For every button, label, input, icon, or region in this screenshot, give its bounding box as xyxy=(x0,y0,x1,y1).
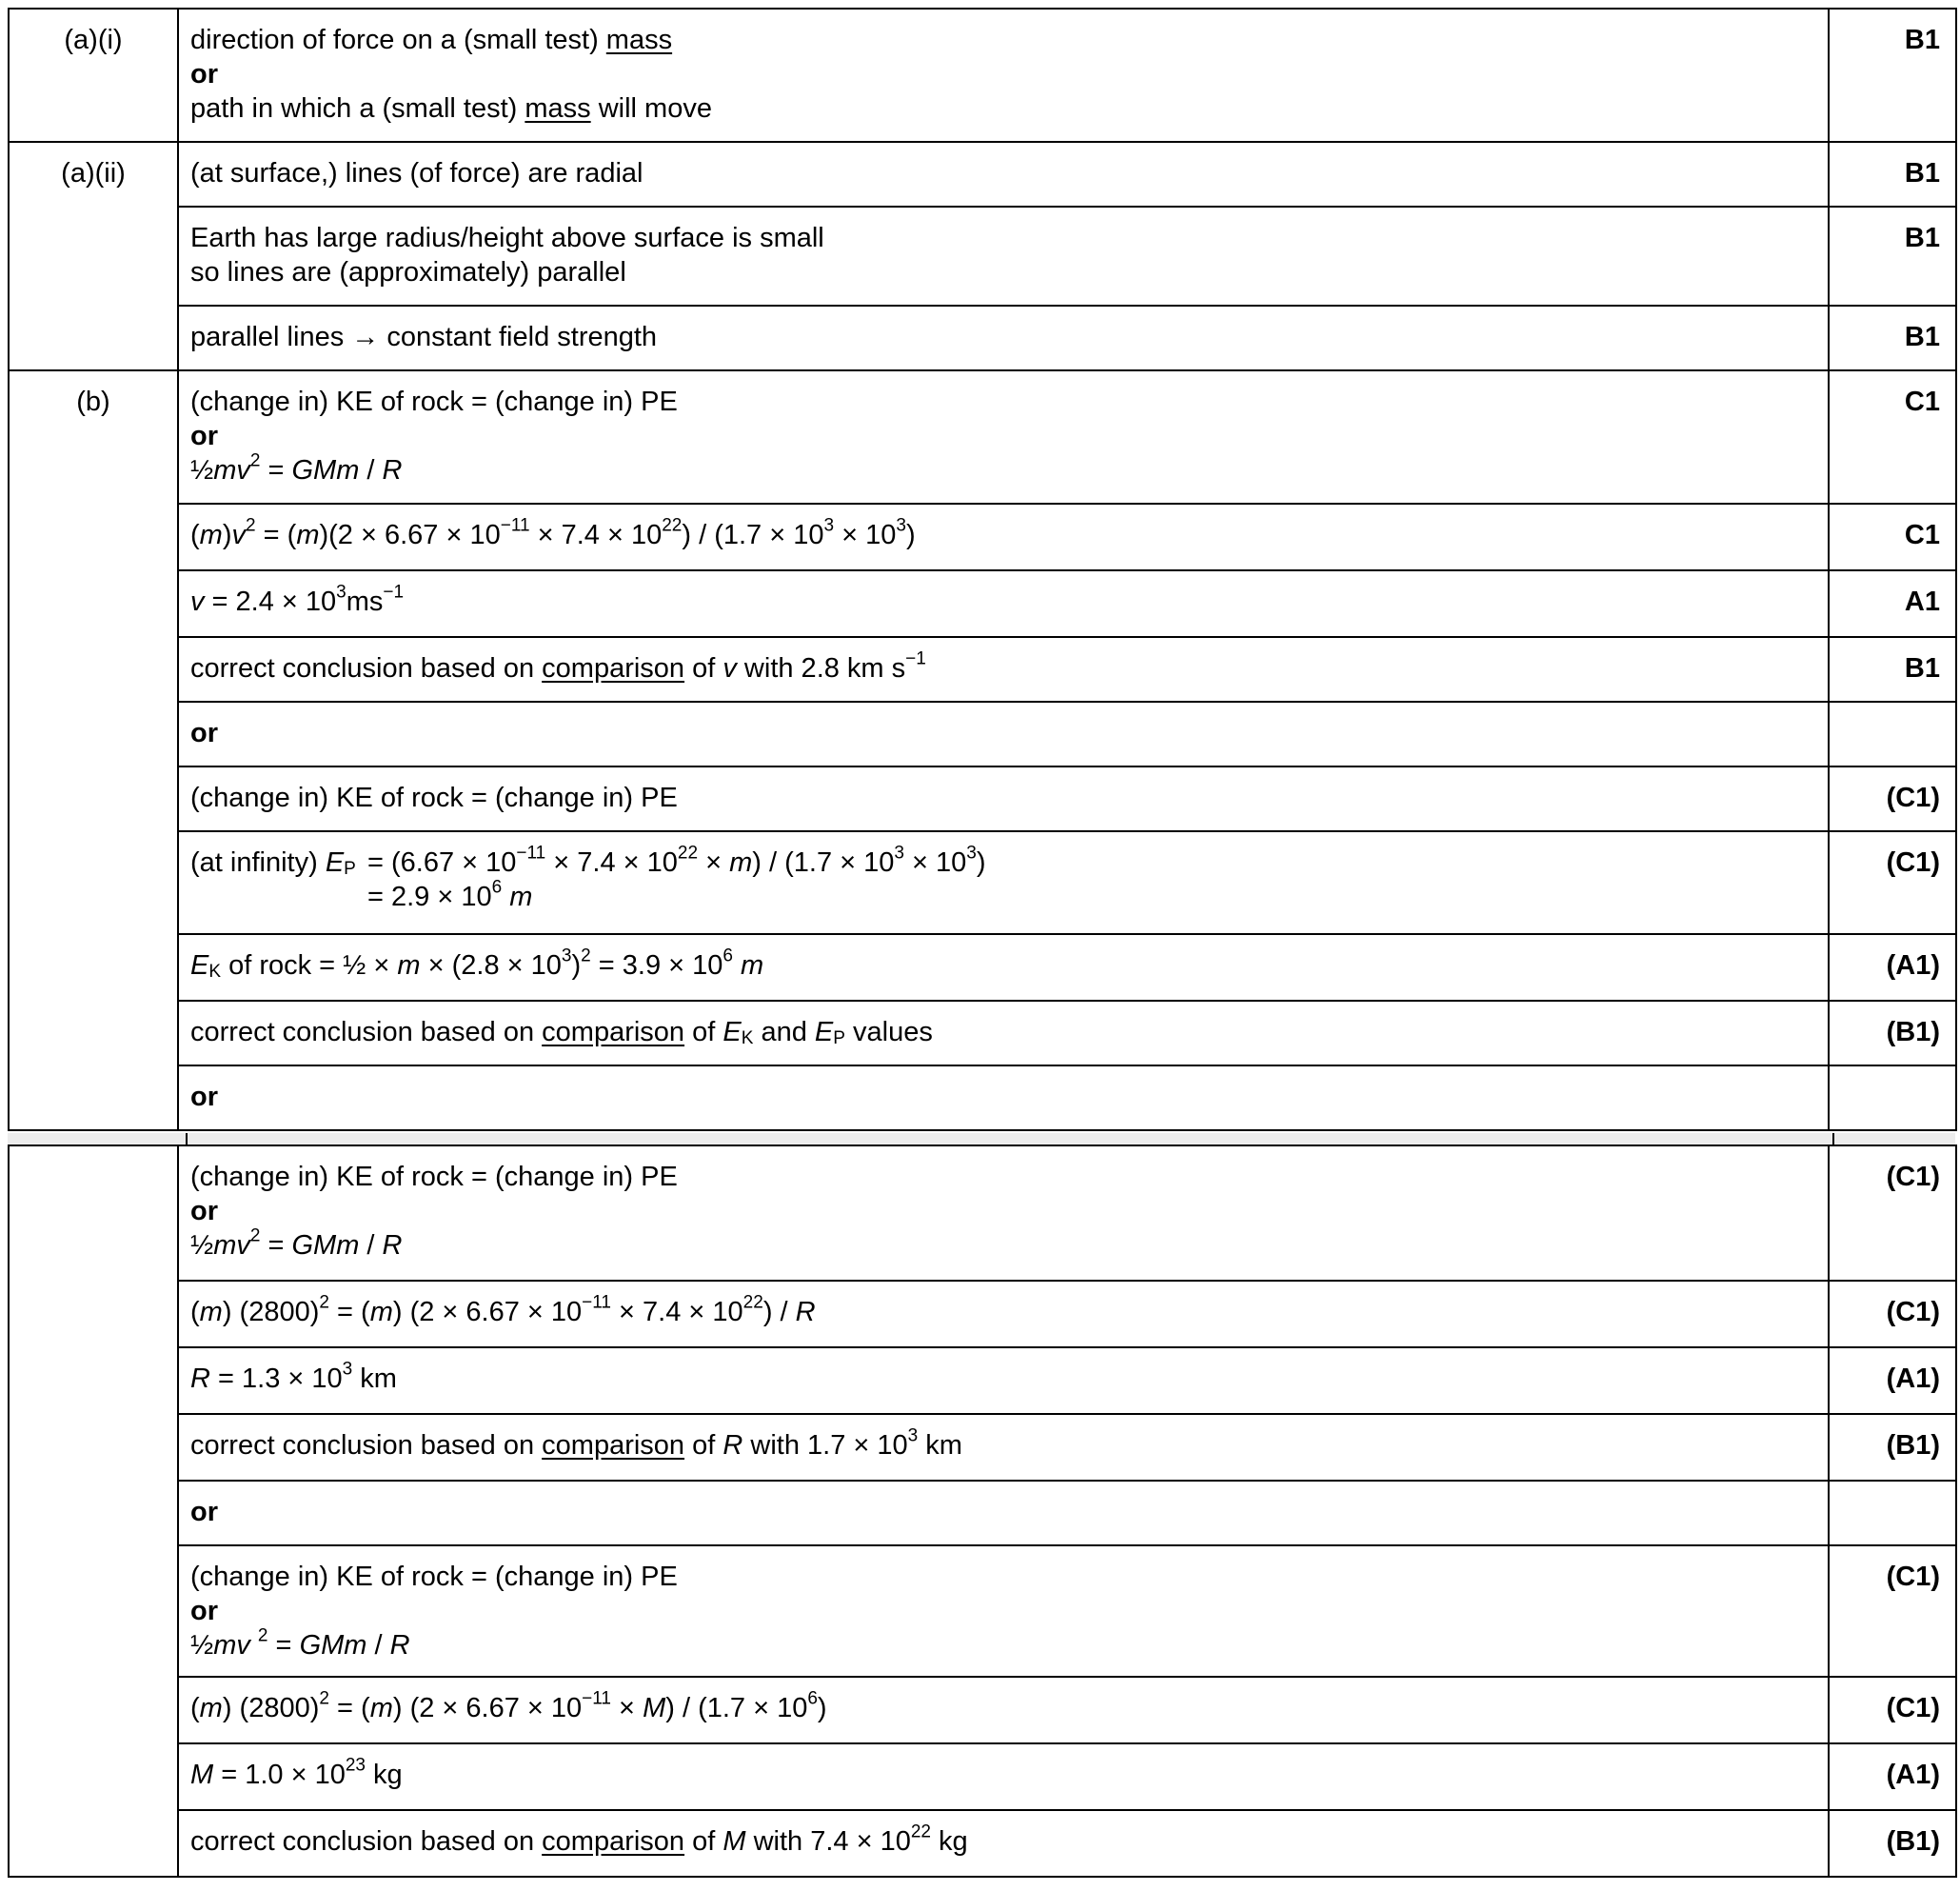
mark-cell: (C1) xyxy=(1829,1545,1956,1677)
mark-cell: (B1) xyxy=(1829,1810,1956,1877)
row-b-4 xyxy=(9,637,1956,702)
row-b-10 xyxy=(9,1065,1956,1130)
mark-scheme-table-part-1 xyxy=(8,8,1957,1131)
row-b-2 xyxy=(9,504,1956,570)
answer-cell: Earth has large radius/height above surface is small so lines are (approximately) parallel xyxy=(178,207,1829,306)
answer-cell: (m) $(2800)^2 = (m) (2 \times 6.67 \times 10^{-11} \times M) / (1.7 \times 10^6)$ xyxy=(178,1677,1829,1743)
mark-cell: B1 xyxy=(1829,142,1956,207)
question-number: (a)(ii) xyxy=(9,142,178,370)
answer-cell: (at infinity) $E_P = (6.67 \times 10^{-11} \times 7.4 \times 10^{22} \times m) / (1.7 \times 10^3 \times 10^3)$ = $2.9 \times 10^6$ m xyxy=(178,831,1829,934)
row-b-6 xyxy=(9,766,1956,831)
mark-cell: A1 xyxy=(1829,570,1956,637)
answer-cell: direction of force on a (small test) mass or path in which a (small test) mass will move xyxy=(178,9,1829,142)
row-c-8 xyxy=(9,1743,1956,1810)
row-a-ii-2 xyxy=(9,207,1956,306)
mark-cell: (B1) xyxy=(1829,1414,1956,1481)
mark-cell: (A1) xyxy=(1829,934,1956,1001)
mark-cell: (C1) xyxy=(1829,831,1956,934)
answer-cell: $R = 1.3 \times 10^3$ km xyxy=(178,1347,1829,1414)
mark-cell: (B1) xyxy=(1829,1001,1956,1065)
row-a-ii-1 xyxy=(9,142,1956,207)
mark-cell: (A1) xyxy=(1829,1347,1956,1414)
mark-cell: B1 xyxy=(1829,207,1956,306)
answer-cell: $E_K$ of rock = ½ × $m \times (2.8 \times 10^3)^2 = 3.9 \times 10^6$ m xyxy=(178,934,1829,1001)
row-c-2 xyxy=(9,1281,1956,1347)
question-number: (b) xyxy=(9,370,178,1130)
page-break-rule xyxy=(1832,1133,1834,1145)
row-c-6 xyxy=(9,1545,1956,1677)
row-c-9 xyxy=(9,1810,1956,1877)
answer-cell: $M = 1.0 \times 10^{23}$ kg xyxy=(178,1743,1829,1810)
answer-cell: (change in) KE of rock = (change in) PE or $\frac{1}{2}mv^2$ = GMm / R xyxy=(178,370,1829,504)
or-label: or xyxy=(190,59,218,90)
mark-cell xyxy=(1829,1481,1956,1545)
answer-cell: correct conclusion based on comparison of $E_K$ and $E_P$ values xyxy=(178,1001,1829,1065)
page-break-band xyxy=(8,1133,1955,1145)
question-number: (a)(i) xyxy=(9,9,178,142)
mark-cell: B1 xyxy=(1829,637,1956,702)
mark-cell: (A1) xyxy=(1829,1743,1956,1810)
mark-cell: B1 xyxy=(1829,306,1956,370)
answer-cell: (change in) KE of rock = (change in) PE or ½mv $^2$ = GMm / R xyxy=(178,1545,1829,1677)
or-label: or xyxy=(178,1481,1829,1545)
row-b-3 xyxy=(9,570,1956,637)
row-b-5 xyxy=(9,702,1956,766)
page-break-rule xyxy=(186,1133,188,1145)
row-c-4 xyxy=(9,1414,1956,1481)
row-a-i xyxy=(9,9,1956,142)
answer-cell: (change in) KE of rock = (change in) PE xyxy=(178,766,1829,831)
mark-cell: C1 xyxy=(1829,504,1956,570)
answer-cell: parallel lines → constant field strength xyxy=(178,306,1829,370)
answer-cell: correct conclusion based on comparison of v with 2.8 km $s^{-1}$ xyxy=(178,637,1829,702)
mark-cell: (C1) xyxy=(1829,1145,1956,1281)
row-c-7 xyxy=(9,1677,1956,1743)
answer-cell: correct conclusion based on comparison of M with $7.4 \times 10^{22}$ kg xyxy=(178,1810,1829,1877)
row-b-9 xyxy=(9,1001,1956,1065)
mark-cell: B1 xyxy=(1829,9,1956,142)
answer-cell: $v = 2.4 \times 10^3ms^{-1}$ xyxy=(178,570,1829,637)
mark-cell xyxy=(1829,1065,1956,1130)
or-label: or xyxy=(190,1596,218,1626)
row-c-1 xyxy=(9,1145,1956,1281)
or-label: or xyxy=(190,421,218,451)
mark-cell: C1 xyxy=(1829,370,1956,504)
mark-cell: (C1) xyxy=(1829,1281,1956,1347)
answer-cell: (at surface,) lines (of force) are radial xyxy=(178,142,1829,207)
or-label: or xyxy=(178,702,1829,766)
or-label: or xyxy=(178,1065,1829,1130)
mark-cell: (C1) xyxy=(1829,766,1956,831)
answer-cell: (m) $(2800)^2 = (m) (2 \times 6.67 \times 10^{-11} \times 7.4 \times 10^{22}) / R$ xyxy=(178,1281,1829,1347)
row-c-5 xyxy=(9,1481,1956,1545)
mark-cell xyxy=(1829,702,1956,766)
answer-cell: correct conclusion based on comparison of R with $1.7 \times 10^3$ km xyxy=(178,1414,1829,1481)
mark-scheme-table-part-2 xyxy=(8,1145,1957,1878)
or-label: or xyxy=(190,1196,218,1226)
row-c-3 xyxy=(9,1347,1956,1414)
row-b-8 xyxy=(9,934,1956,1001)
row-a-ii-3 xyxy=(9,306,1956,370)
question-number-empty xyxy=(9,1145,178,1877)
row-b-1 xyxy=(9,370,1956,504)
answer-cell: (change in) KE of rock = (change in) PE or $\frac{1}{2}mv^2$ = GMm / R xyxy=(178,1145,1829,1281)
answer-cell: $(m)v^2 = (m)(2 \times 6.67 \times 10^{-11} \times 7.4 \times 10^{22}) / (1.7 \times 10^3 \times 10^3)$ xyxy=(178,504,1829,570)
row-b-7 xyxy=(9,831,1956,934)
mark-cell: (C1) xyxy=(1829,1677,1956,1743)
